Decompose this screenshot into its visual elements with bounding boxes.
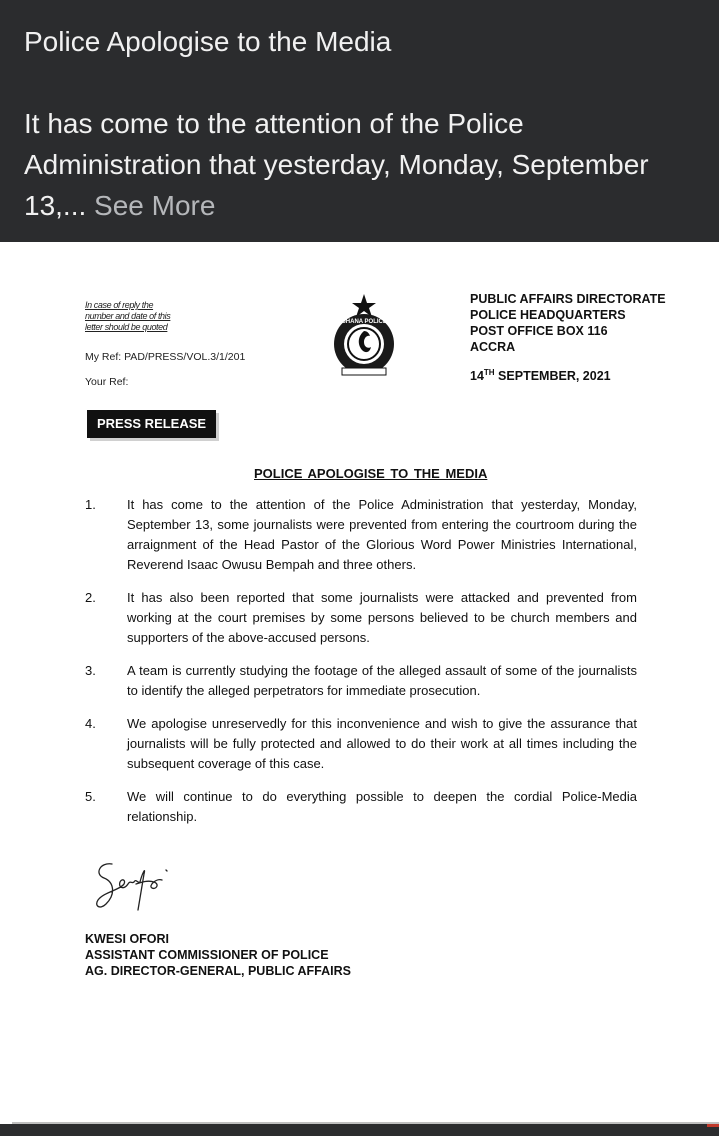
reply-note-line: number and date of this	[85, 311, 171, 321]
signatory-rank: ASSISTANT COMMISSIONER OF POLICE	[85, 948, 329, 962]
my-ref: My Ref: PAD/PRESS/VOL.3/1/201	[85, 351, 246, 363]
signatory-name: KWESI OFORI	[85, 932, 170, 946]
signatory-block	[85, 931, 351, 979]
paragraph-number: 1.	[85, 497, 96, 512]
press-release-label: PRESS RELEASE	[87, 410, 216, 438]
address-line: ACCRA	[470, 340, 516, 354]
letter-date	[470, 368, 611, 383]
paragraph-number: 3.	[85, 663, 96, 678]
reply-note	[85, 300, 225, 333]
post-title: Police Apologise to the Media	[24, 26, 392, 57]
paragraph-text: We apologise unreservedly for this inconvenience and wish to give the assurance that journalists will be fully protected and allowed to do their work at all times including the subsequent coverage of this case.	[127, 716, 637, 771]
paragraph-text: A team is currently studying the footage of the alleged assault of some of the journalists to identify the alleged perpetrators for immediate prosecution.	[127, 663, 637, 698]
post-header	[0, 0, 719, 242]
address-line: PUBLIC AFFAIRS DIRECTORATE	[470, 292, 666, 306]
paragraph-text: We will continue to do everything possible to deepen the cordial Police-Media relationship.	[127, 789, 637, 824]
paragraph-number: 5.	[85, 789, 96, 804]
ghana-police-crest-icon	[324, 292, 404, 382]
your-ref: Your Ref:	[85, 376, 129, 388]
svg-text:GHANA POLICE: GHANA POLICE	[341, 319, 387, 325]
signatory-position: AG. DIRECTOR-GENERAL, PUBLIC AFFAIRS	[85, 964, 351, 978]
post-preview-text: It has come to the attention of the Police Administration that yesterday, Monday, September 13,...	[24, 108, 649, 221]
paragraph-text: It has also been reported that some journalists were attacked and prevented from working at the court premises by some persons believed to be church members and supporters of the above-accused persons.	[127, 590, 637, 645]
post-preview	[24, 103, 694, 226]
address-line: POST OFFICE BOX 116	[470, 324, 608, 338]
reply-note-line: In case of reply the	[85, 300, 154, 310]
signature-icon	[90, 854, 180, 916]
paragraph-text: It has come to the attention of the Police Administration that yesterday, Monday, September 13, some journalists were prevented from entering the courtroom during the arraignment of the Head Pastor of the Glorious Word Power Ministries International, Reverend Isaac Owusu Bempah and three others.	[127, 497, 637, 572]
paragraph-number: 2.	[85, 590, 96, 605]
date-day: 14	[470, 369, 484, 384]
address-line: POLICE HEADQUARTERS	[470, 308, 626, 322]
document-heading: POLICE APOLOGISE TO THE MEDIA	[254, 466, 488, 481]
accent-mark	[707, 1124, 719, 1127]
reply-note-line: letter should be quoted	[85, 322, 168, 332]
address-block	[470, 291, 666, 355]
bottom-bar	[0, 1124, 719, 1136]
press-release-document	[0, 242, 719, 1122]
date-suffix: TH	[483, 368, 495, 377]
see-more-link[interactable]: See More	[94, 190, 216, 221]
paragraph-number: 4.	[85, 716, 96, 731]
date-rest: SEPTEMBER, 2021	[494, 369, 611, 384]
